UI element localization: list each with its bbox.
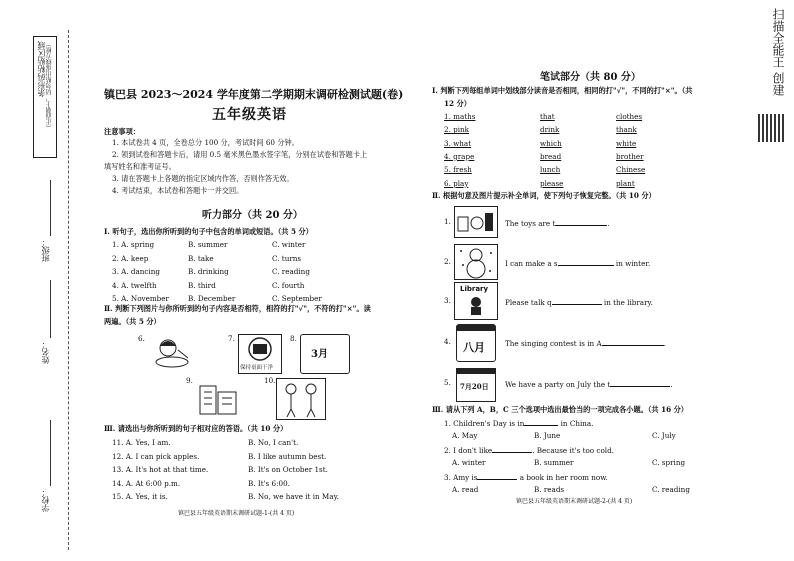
phonics-word: plant — [616, 178, 635, 188]
option-text: B. take — [188, 253, 214, 263]
answer-blank[interactable] — [492, 445, 532, 453]
answer-blank[interactable] — [552, 297, 602, 305]
answer-option: 11. A. Yes, I am. — [112, 438, 171, 447]
option-text: 4. A. twelfth — [112, 280, 157, 290]
sentence-end: in winter. — [613, 259, 651, 268]
listening-q1-title: Ⅰ. 听句子，选出你所听到的句子中包含的单词或短语。（共 5 分） — [104, 227, 313, 236]
listening-q2-title: Ⅱ. 判断下列图片与你所听到的句子内容是否相符，相符的打"√"，不符的打"×"。读 — [104, 304, 371, 313]
picture-number: 8. — [290, 334, 297, 343]
children-drawing — [277, 379, 325, 419]
answer-blank[interactable] — [524, 418, 558, 426]
phonics-word: 2. pink — [444, 125, 470, 135]
option-text: B. drinking — [188, 267, 229, 276]
option-text: B. December — [188, 294, 236, 303]
picture-number: 7. — [228, 334, 235, 343]
picture-boy-eating — [148, 334, 194, 372]
answer-option: B. I like autumn best. — [248, 451, 327, 461]
sentence-line — [505, 297, 653, 307]
sign-drawing — [239, 335, 281, 363]
choice-option[interactable]: B. reads — [534, 485, 565, 494]
library-sign-text: Library — [460, 285, 489, 293]
phonics-word: 5. fresh — [444, 165, 472, 175]
class-label: 班级： — [41, 238, 50, 262]
binding-dashed-line — [68, 30, 70, 550]
phonics-word: lunch — [540, 165, 561, 175]
answer-option: 13. A. It's hot at that time. — [112, 465, 209, 474]
written-section-title: 笔试部分（共 80 分） — [540, 72, 641, 83]
phonics-word: 1. maths — [444, 112, 476, 121]
sentence-start: The toys are t — [505, 219, 556, 228]
school-field-line — [50, 420, 51, 486]
stem-text: 3. Amy is — [444, 473, 478, 482]
date-card-label: 7月20日 — [460, 382, 489, 391]
boy-eating-drawing — [148, 334, 194, 372]
binding-margin — [0, 0, 88, 561]
picture-library-sign — [454, 282, 498, 320]
answer-option: B. It's 6:00. — [248, 478, 290, 488]
item-number: 3. — [444, 296, 451, 305]
sentence-line — [505, 218, 610, 228]
phonics-word: drink — [540, 125, 560, 135]
written-q1-title: Ⅰ. 判断下列每组单词中划线部分读音是否相同，相同的打"√"，不同的打"×"。（共 — [432, 86, 693, 95]
stem-text-end: . Because it's too cold. — [532, 446, 614, 455]
sentence-end: in the library. — [601, 298, 653, 307]
note-line: 填写姓名和准考证号。 — [104, 162, 176, 171]
calendar-header-bar — [457, 325, 495, 331]
notes-title: 注意事项： — [104, 127, 140, 136]
name-label: 姓名： — [41, 340, 50, 364]
exam-subject-title: 五年级英语 — [212, 107, 287, 123]
question-stem — [444, 445, 614, 455]
snowman-drawing — [455, 245, 497, 279]
sentence-start: Please talk q — [505, 298, 552, 307]
calendar-august-label: 八月 — [463, 341, 485, 354]
answer-option: B. It's on October 1st. — [248, 465, 328, 474]
answer-option: 12. A. I can pick apples. — [112, 451, 200, 461]
calendar-label: 3月 — [311, 349, 328, 360]
sentence-line — [505, 379, 673, 389]
option-text: 3. A. dancing — [112, 267, 160, 276]
picture-two-children — [276, 378, 326, 420]
phonics-word: 4. grape — [444, 151, 475, 161]
answer-option: B. No, we have it in May. — [248, 492, 339, 501]
picture-number: 9. — [186, 376, 193, 385]
sentence-end: . — [663, 339, 666, 348]
written-q3-title: Ⅲ. 请从下列 A，B，C 三个选项中选出最恰当的一项完成各小题。（共 16 分） — [432, 405, 688, 414]
question-stem — [444, 472, 608, 482]
sentence-end: . — [670, 380, 673, 389]
picture-date-card — [456, 368, 496, 402]
stem-text: 1. Children's Day is in — [444, 419, 525, 428]
answer-option: 14. A. At 6:00 p.m. — [112, 478, 181, 488]
answer-blank[interactable] — [477, 472, 517, 480]
note-line: 2. 领到试卷和答题卡后，请用 0.5 毫米黑色墨水签字笔，分别在试卷和答题卡上 — [112, 150, 368, 159]
note-line: 3. 请在答题卡上各题的指定区域内作答，否则作答无效。 — [112, 174, 294, 183]
option-text: C. turns — [272, 253, 302, 263]
listening-section-title: 听力部分（共 20 分） — [202, 210, 303, 221]
qr-code — [758, 114, 786, 142]
choice-option[interactable]: A. read — [452, 485, 479, 494]
choice-option[interactable]: B. summer — [534, 458, 574, 467]
option-text: B. summer — [188, 240, 228, 249]
choice-option[interactable]: B. June — [534, 431, 561, 440]
sentence-end: . — [607, 219, 610, 228]
question-stem — [444, 418, 593, 428]
note-line: 1. 本试卷共 4 页，全卷总分 100 分，考试时间 60 分钟。 — [112, 138, 299, 147]
option-text: B. third — [188, 280, 216, 290]
picture-calendar-march — [300, 334, 350, 374]
exam-header: 镇巴县 2023～2024 学年度第二学期期末调研检测试题(卷) — [104, 88, 404, 101]
picture-number: 6. — [138, 334, 145, 343]
note-line: 4. 考试结束，本试卷和答题卡一并交回。 — [112, 186, 244, 195]
buildings-drawing — [196, 378, 242, 416]
option-text: C. September — [272, 294, 322, 303]
barcode-notice-sub: （正面朝上，切勿贴出虚线方框） — [46, 41, 53, 131]
phonics-word: which — [540, 138, 562, 148]
answer-blank[interactable] — [610, 379, 673, 389]
choice-option[interactable]: C. spring — [652, 458, 686, 467]
phonics-word: 6. play — [444, 178, 469, 188]
phonics-word: bread — [540, 151, 562, 161]
choice-option[interactable]: C. July — [652, 431, 676, 440]
written-q2-title: Ⅱ. 根据句意及图片提示补全单词，使下列句子恢复完整。（共 10 分） — [432, 191, 656, 200]
barcode-notice: 条形码粘贴区域 — [37, 41, 46, 97]
item-number: 1. — [444, 217, 451, 226]
phonics-word: clothes — [616, 112, 643, 121]
option-text: 2. A. keep — [112, 253, 149, 263]
written-q1-title-cont: 12 分） — [444, 99, 471, 108]
class-field-line — [50, 180, 51, 236]
picture-clean-desk-sign — [238, 334, 282, 374]
sentence-start: The singing contest is in A — [505, 339, 602, 348]
phonics-word: thank — [616, 125, 637, 135]
picture-number: 10. — [264, 376, 276, 385]
picture-toys — [454, 206, 498, 238]
answer-blank[interactable] — [555, 218, 610, 228]
answer-blank[interactable] — [558, 258, 614, 266]
item-number: 2. — [444, 257, 451, 266]
barcode-area — [33, 36, 57, 158]
choice-option[interactable]: A. May — [452, 431, 478, 440]
sentence-line — [505, 258, 650, 268]
phonics-word: that — [540, 112, 555, 121]
listening-q2-title-cont: 两遍。（共 5 分） — [104, 317, 161, 326]
school-label: 学校： — [41, 488, 50, 512]
page1-footer: 镇巴县五年级英语期末调研试题-1-(共 4 页) — [178, 510, 295, 517]
toys-drawing — [455, 207, 497, 237]
date-card-bar — [457, 369, 495, 374]
page2-footer: 镇巴县五年级英语期末调研试题-2-(共 4 页) — [516, 498, 633, 505]
item-number: 5. — [444, 378, 451, 387]
option-text: 5. A. November — [112, 294, 169, 303]
stem-text-end: a book in her room now. — [517, 473, 608, 482]
option-text: C. reading — [272, 267, 310, 276]
sign-caption: 保持桌面干净 — [240, 365, 274, 371]
picture-snowman — [454, 244, 498, 280]
sentence-start: We have a party on July the t — [505, 380, 611, 389]
stem-text: 2. I don't like — [444, 446, 493, 455]
name-field-line — [50, 280, 51, 338]
phonics-word: brother — [616, 151, 644, 161]
answer-blank[interactable] — [602, 338, 664, 346]
answer-option: B. No, I can't. — [248, 438, 299, 447]
phonics-word: white — [616, 138, 637, 148]
phonics-word: 3. what — [444, 138, 472, 148]
answer-option: 15. A. Yes, it is. — [112, 492, 168, 501]
option-text: C. winter — [272, 240, 306, 249]
quiet-figure-drawing — [467, 296, 485, 316]
choice-option[interactable]: A. winter — [452, 458, 486, 467]
sentence-start: I can make a s — [505, 259, 558, 268]
picture-buildings — [196, 378, 242, 416]
phonics-word: Chinese — [616, 165, 646, 175]
option-text: 1. A. spring — [112, 240, 155, 249]
option-text: C. fourth — [272, 280, 305, 290]
sentence-line — [505, 338, 666, 348]
listening-q3-title: Ⅲ. 请选出与你所听到的句子相对应的答语。（共 10 分） — [104, 424, 288, 433]
phonics-word: please — [540, 178, 564, 188]
choice-option[interactable]: C. reading — [652, 485, 690, 494]
picture-calendar-august — [456, 324, 496, 362]
item-number: 4. — [444, 337, 451, 346]
stem-text-end: in China. — [558, 419, 594, 428]
scanner-watermark: 扫描全能王 创建 — [771, 8, 785, 96]
